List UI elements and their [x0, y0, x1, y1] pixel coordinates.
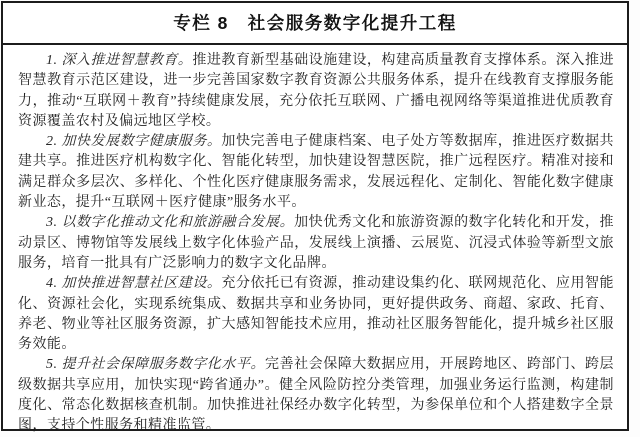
paragraph-1-lead: 1. 深入推进智慧教育。 [46, 53, 193, 68]
paragraph-4 [18, 274, 614, 355]
paragraph-5 [18, 355, 614, 436]
panel-body [3, 45, 627, 437]
column-box [1, 1, 629, 434]
paragraph-3-lead: 3. 以数字化推动文化和旅游融合发展。 [46, 215, 295, 231]
paragraph-2 [18, 132, 614, 213]
paragraph-5-lead: 5. 提升社会保障服务数字化水平。 [46, 357, 266, 373]
paragraph-2-text: 加快完善电子健康档案、电子处方等数据库，推进医疗数据共建共享。推进医疗机构数字化、智能化转型，加快建设智慧医院，推广远程医疗。精准对接和满足群众多层次、多样化、个性化医疗健康服务需求，发展远程化、定制化、智能化数字健康新业态，提升“互联网＋医疗健康”服务水平。 [18, 134, 614, 211]
paragraph-3 [18, 213, 614, 274]
paragraph-1-text: 推进教育新型基础设施建设，构建高质量教育支撑体系。深入推进智慧教育示范区建设，进一步完善国家数字教育资源公共服务体系，提升在线教育支撑服务能力，推动“互联网＋教育”持续健康发展，充分依托互联网、广播电视网络等渠道推进优质教育资源覆盖农村及偏远地区学校。 [18, 53, 614, 129]
paragraph-4-text: 充分依托已有资源，推动建设集约化、联网规范化、应用智能化、资源社会化，实现系统集成、数据共享和业务协同，更好提供政务、商超、家政、托育、养老、物业等社区服务资源，扩大感知智能技术应用，推动社区服务智能化，提升城乡社区服务效能。 [18, 276, 614, 353]
paragraph-5-text: 完善社会保障大数据应用，开展跨地区、跨部门、跨层级数据共享应用，加快实现“跨省通办”。健全风险防控分类管理，加强业务运行监测，构建制度化、常态化数据核查机制。加快推进社保经办数字化转型，为参保单位和个人搭建数字全景图，支持个性服务和精准监管。 [18, 357, 614, 434]
paragraph-1 [18, 51, 614, 132]
paragraph-2-lead: 2. 加快发展数字健康服务。 [46, 134, 222, 150]
paragraph-4-lead: 4. 加快推进智慧社区建设。 [46, 276, 222, 292]
paragraph-3-text: 加快优秀文化和旅游资源的数字化转化和开发，推动景区、博物馆等发展线上数字化体验产品，发展线上演播、云展览、沉浸式体验等新型文旅服务，培育一批具有广泛影响力的数字文化品牌。 [18, 215, 614, 271]
panel-title: 专栏 8 社会服务数字化提升工程 [3, 3, 627, 45]
